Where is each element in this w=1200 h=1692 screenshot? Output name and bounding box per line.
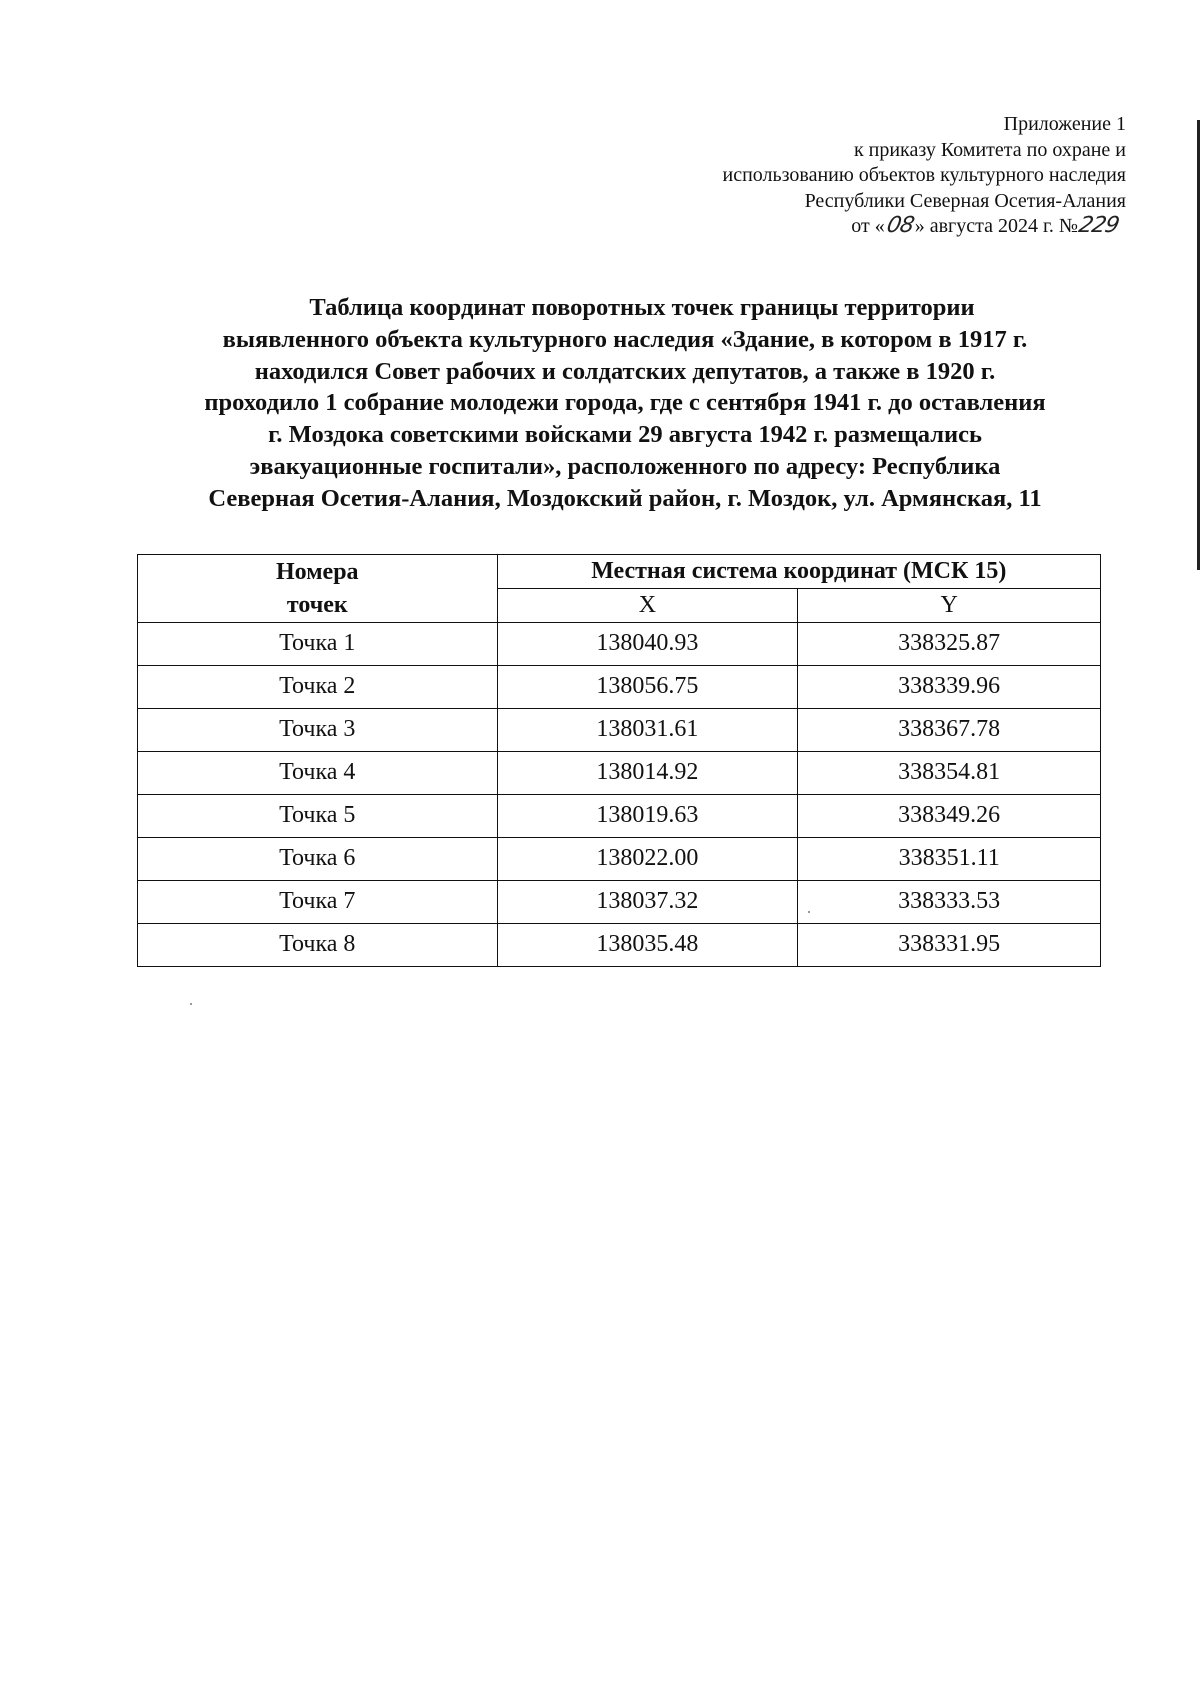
- table-row: [138, 623, 1101, 666]
- table-row: [138, 838, 1101, 881]
- point-x: 138022.00: [497, 838, 798, 881]
- point-y: 338333.53: [798, 881, 1101, 924]
- point-x: 138035.48: [497, 924, 798, 967]
- title-line: выявленного объекта культурного наследия «Здание, в котором в 1917 г.: [222, 325, 1028, 353]
- point-name: Точка 5: [138, 795, 498, 838]
- table-row: [138, 795, 1101, 838]
- appendix-line-3: использованию объектов культурного наследия: [722, 164, 1126, 186]
- point-name: Точка 6: [138, 838, 498, 881]
- title-line: Северная Осетия-Алания, Моздокский район, г. Моздок, ул. Армянская, 11: [208, 484, 1042, 512]
- handwritten-order-number: 229: [1076, 213, 1121, 238]
- header-coordinate-system: Местная система координат (МСК 15): [497, 555, 1100, 589]
- point-name: Точка 1: [138, 623, 498, 666]
- point-y: 338349.26: [798, 795, 1101, 838]
- point-name: Точка 7: [138, 881, 498, 924]
- header-point-numbers-line2: точек: [286, 591, 348, 618]
- table-row: [138, 666, 1101, 709]
- header-point-numbers: [138, 555, 498, 623]
- point-name: Точка 2: [138, 666, 498, 709]
- point-y: 338367.78: [798, 709, 1101, 752]
- point-x: 138014.92: [497, 752, 798, 795]
- appendix-date-line: [566, 214, 1126, 240]
- point-x: 138056.75: [497, 666, 798, 709]
- title-line: Таблица координат поворотных точек границы территории: [309, 294, 975, 321]
- point-y: 338325.87: [798, 623, 1101, 666]
- header-x: X: [497, 589, 798, 623]
- appendix-line-1: Приложение 1: [1003, 113, 1126, 135]
- title-line: г. Моздока советскими войсками 29 августа 1942 г. размещались: [268, 421, 982, 449]
- title-line: эвакуационные госпитали», расположенного по адресу: Республика: [249, 452, 1001, 480]
- point-y: 338339.96: [798, 666, 1101, 709]
- title-line: проходило 1 собрание молодежи города, где с сентября 1941 г. до оставления: [204, 389, 1046, 417]
- table-row: [138, 709, 1101, 752]
- point-name: Точка 3: [138, 709, 498, 752]
- point-x: 138037.32: [497, 881, 798, 924]
- date-prefix: от «: [851, 215, 885, 237]
- point-name: Точка 4: [138, 752, 498, 795]
- point-y: 338354.81: [798, 752, 1101, 795]
- table-row: [138, 924, 1101, 967]
- point-name: Точка 8: [138, 924, 498, 967]
- table-row: [138, 881, 1101, 924]
- table-row: [138, 752, 1101, 795]
- point-x: 138031.61: [497, 709, 798, 752]
- point-y: 338351.11: [798, 838, 1101, 881]
- appendix-header: [566, 112, 1126, 240]
- handwritten-day: 08: [884, 213, 916, 238]
- coordinates-table: [137, 554, 1101, 967]
- date-suffix: » августа 2024 г. №: [914, 215, 1078, 237]
- point-x: 138040.93: [497, 623, 798, 666]
- point-x: 138019.63: [497, 795, 798, 838]
- document-title: [130, 292, 1120, 515]
- appendix-line-4: Республики Северная Осетия-Алания: [804, 189, 1126, 212]
- title-line: находился Совет рабочих и солдатских депутатов, а также в 1920 г.: [254, 357, 996, 385]
- point-y: 338331.95: [798, 924, 1101, 967]
- scan-speck: [190, 1003, 192, 1005]
- header-point-numbers-line1: Номера: [276, 558, 359, 585]
- appendix-line-2: к приказу Комитета по охране и: [853, 138, 1126, 161]
- header-y: Y: [798, 589, 1101, 623]
